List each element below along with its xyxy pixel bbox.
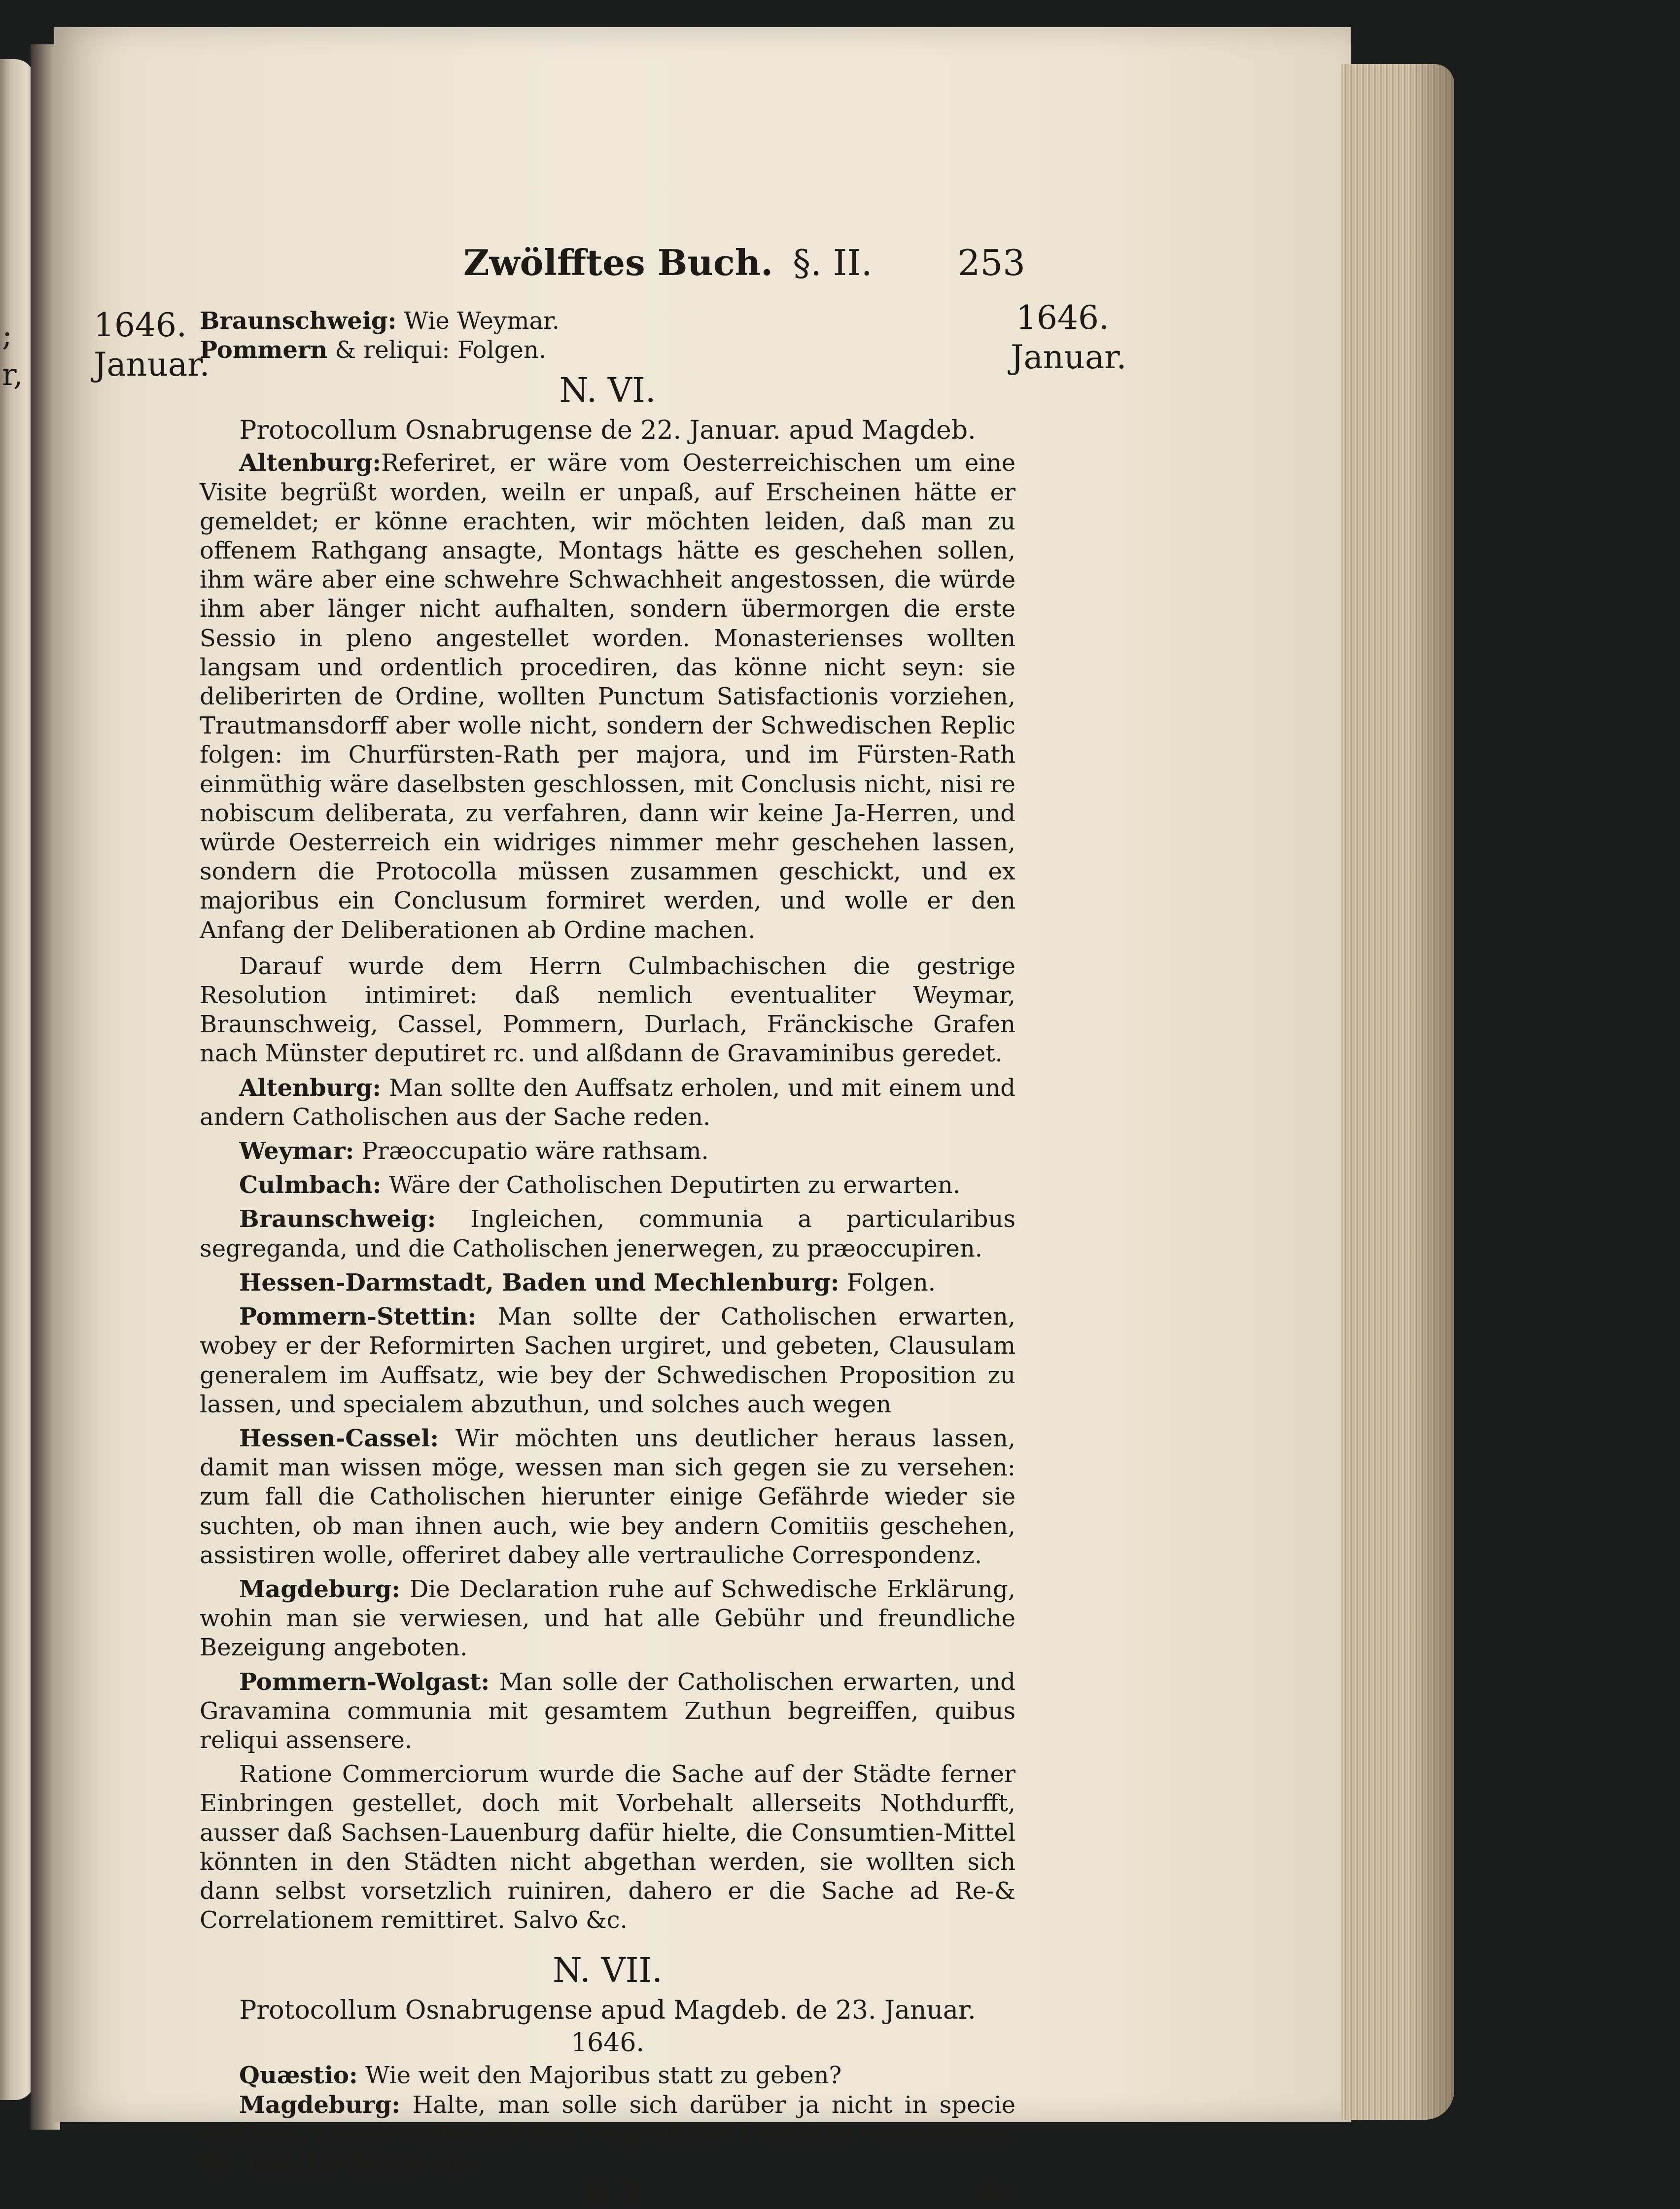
statement: & reliqui: Folgen. bbox=[335, 336, 547, 364]
section-subtitle: Protocollum Osnabrugense de 22. Januar. apud Magdeb. bbox=[239, 416, 976, 446]
left-page-fragments bbox=[2, 316, 23, 394]
speaker: Pommern-Stettin: bbox=[239, 1303, 477, 1331]
running-head-title: Zwölfftes Buch. bbox=[463, 242, 773, 283]
left-fragment: ; bbox=[2, 317, 12, 353]
margin-month: Januar. bbox=[1011, 338, 1127, 376]
statement: Ratione Commerciorum wurde die Sache auf der Städte ferner Einbringen gestellet, doch mit Vorbehalt allerseits Nothdurfft, ausser daß Sachsen-Lauenburg dafür hielte, die Consumtien-Mittel könnten in den Städten nicht abgethan werden, sie wollten sich dann selbst vorsetzlich ruiniren, dahero er die Sache ad Re-& Correlationem remittiret. Salvo &c. bbox=[200, 1760, 1015, 1934]
page-footer bbox=[200, 2174, 1015, 2209]
statement: Darauf wurde dem Herrn Culmbachischen die gestrige Resolution intimiret: daß nemlich eventualiter Weymar, Braunschweig, Cassel, Pommern, Durlach, Fränckische Grafen nach Münster deputiret rc. und alßdann de Gravaminibus geredet. bbox=[200, 952, 1015, 1068]
speaker: Magdeburg: bbox=[239, 2091, 400, 2119]
paragraph bbox=[200, 1074, 1015, 1132]
paragraph bbox=[200, 2061, 1015, 2090]
paragraph bbox=[200, 449, 1015, 945]
speaker: Hessen-Darmstadt, Baden und Mechlenburg: bbox=[239, 1268, 840, 1297]
speaker: Pommern-Wolgast: bbox=[239, 1668, 490, 1696]
statement: Folgen. bbox=[846, 1268, 936, 1297]
paragraph bbox=[200, 1760, 1015, 1935]
running-head-section: §. II. bbox=[793, 242, 873, 283]
speaker: Hessen-Cassel: bbox=[239, 1424, 439, 1452]
statement: Wie weit den Majoribus statt zu geben? bbox=[365, 2062, 842, 2090]
statement: Die Declaration ruhe auf Schwedische Erklärung, wohin man sie verwiesen, und hat alle Gebühr und freundliche Bezeigung angeboten. bbox=[200, 1575, 1015, 1662]
paragraph bbox=[200, 2091, 1015, 2178]
margin-date-right bbox=[1011, 298, 1127, 377]
paragraph bbox=[200, 1205, 1015, 1263]
statement: Præoccupatio wäre rathsam. bbox=[361, 1137, 709, 1165]
speaker: Altenburg: bbox=[239, 449, 382, 477]
page-number: 253 bbox=[957, 242, 1025, 283]
main-text-column bbox=[200, 307, 1015, 2209]
speaker: Quæstio: bbox=[239, 2062, 358, 2090]
paragraph bbox=[200, 952, 1015, 1069]
margin-month: Januar. bbox=[94, 346, 210, 384]
paragraph bbox=[200, 1171, 1015, 1200]
statement: Wie Weymar. bbox=[404, 307, 560, 335]
statement: Referiret, er wäre vom Oesterreichischen um eine Visite begrüßt worden, weiln er unpaß, auf Erscheinen hätte er gemeldet; er könne erachten, wir möchten leiden, daß man zu offenem Rathgang ansagte, Montags hätte es geschehen sollen, ihm wäre aber eine schwehre Schwachheit angestossen, die würde ihm aber länger nicht aufhalten, sondern übermorgen die erste Sessio in pleno angestellet worden. Monasterienses wollten langsam und ordentlich procediren, das könne nicht seyn: sie deliberirten de Ordine, wollten Punctum Satisfactionis vorziehen, Trautmansdorff aber wolle nicht, sondern der Schwedischen Replic folgen: im Churfürsten-Rath per majora, und im Fürsten-Rath einmüthig wäre daselbsten geschlossen, mit Conclusis nicht, nisi re nobiscum deliberata, zu verfahren, dann wir keine Ja-Herren, und würde Oesterreich ein widriges nimmer mehr geschehen lassen, sondern die Protocolla müssen zusammen geschickt, und ex majoribus ein Conclusum formiret werden, und wolle er den Anfang der Deliberationen ab Ordine machen. bbox=[200, 449, 1015, 944]
section-heading: N. VII. bbox=[553, 1951, 663, 1991]
left-fragment: r, bbox=[2, 356, 23, 392]
statement: Wäre der Catholischen Deputirten zu erwarten. bbox=[388, 1171, 961, 1199]
statement: Man sollte der Catholischen erwarten, wobey er der Reformirten Sachen urgiret, und gebeten, Clausulam generalem im Auffsatz, wie bey der Schwedischen Proposition zu lassen, und specialem abzuthun, und solches auch wegen bbox=[200, 1303, 1015, 1418]
intro-line bbox=[200, 307, 1015, 336]
section-subtitle: Protocollum Osnabrugense apud Magdeb. de 23. Januar. 1646. bbox=[239, 1996, 976, 2058]
paragraph bbox=[200, 1268, 1015, 1297]
speaker: Culmbach: bbox=[239, 1171, 382, 1199]
statement: Wir möchten uns deutlicher heraus lassen, damit man wissen möge, wessen man sich gegen sie zu versehen: zum fall die Catholischen hierunter einige Gefährde wieder sie suchten, ob man ihnen auch, wie bey andern Comitiis geschehen, assistiren wolle, offeriret dabey alle vertrauliche Correspondenz. bbox=[200, 1424, 1015, 1569]
paragraph bbox=[200, 1137, 1015, 1166]
speaker: Pommern bbox=[200, 336, 328, 364]
statement: Man sollte den Auffsatz erholen, und mit einem und andern Catholischen aus der Sache reden. bbox=[200, 1074, 1015, 1131]
margin-year: 1646. bbox=[1016, 299, 1109, 337]
margin-year: 1646. bbox=[94, 306, 187, 344]
paragraph bbox=[200, 1575, 1015, 1663]
statement: Ingleichen, communia a particularibus segreganda, und die Catholischen jenerwegen, zu præoccupiren. bbox=[200, 1205, 1015, 1262]
speaker: Braunschweig: bbox=[239, 1205, 436, 1233]
catchword: che bbox=[976, 2179, 1015, 2205]
statement: Man solle der Catholischen erwarten, und Gravamina communia mit gesamtem Zuthun begreiffen, quibus reliqui assensere. bbox=[200, 1668, 1015, 1754]
section-heading: N. VI. bbox=[559, 371, 656, 411]
signature-mark: Ii 3 bbox=[584, 2174, 640, 2209]
running-head bbox=[463, 242, 1025, 283]
speaker: Weymar: bbox=[239, 1137, 354, 1165]
margin-date-left bbox=[94, 306, 210, 385]
paragraph bbox=[200, 1302, 1015, 1419]
speaker: Altenburg: bbox=[239, 1074, 382, 1102]
page-edges bbox=[1341, 64, 1454, 2120]
paragraph bbox=[200, 1424, 1015, 1570]
paragraph bbox=[200, 1668, 1015, 1755]
statement: Halte, man solle sich darüber ja nicht in specie erklären, sondern alles auf den Progreß der Tractaten verschieben. Wo man Partheyen ma- bbox=[200, 2091, 1015, 2177]
intro-line bbox=[200, 336, 1015, 365]
speaker: Braunschweig: bbox=[200, 307, 397, 335]
speaker: Magdeburg: bbox=[239, 1575, 400, 1603]
